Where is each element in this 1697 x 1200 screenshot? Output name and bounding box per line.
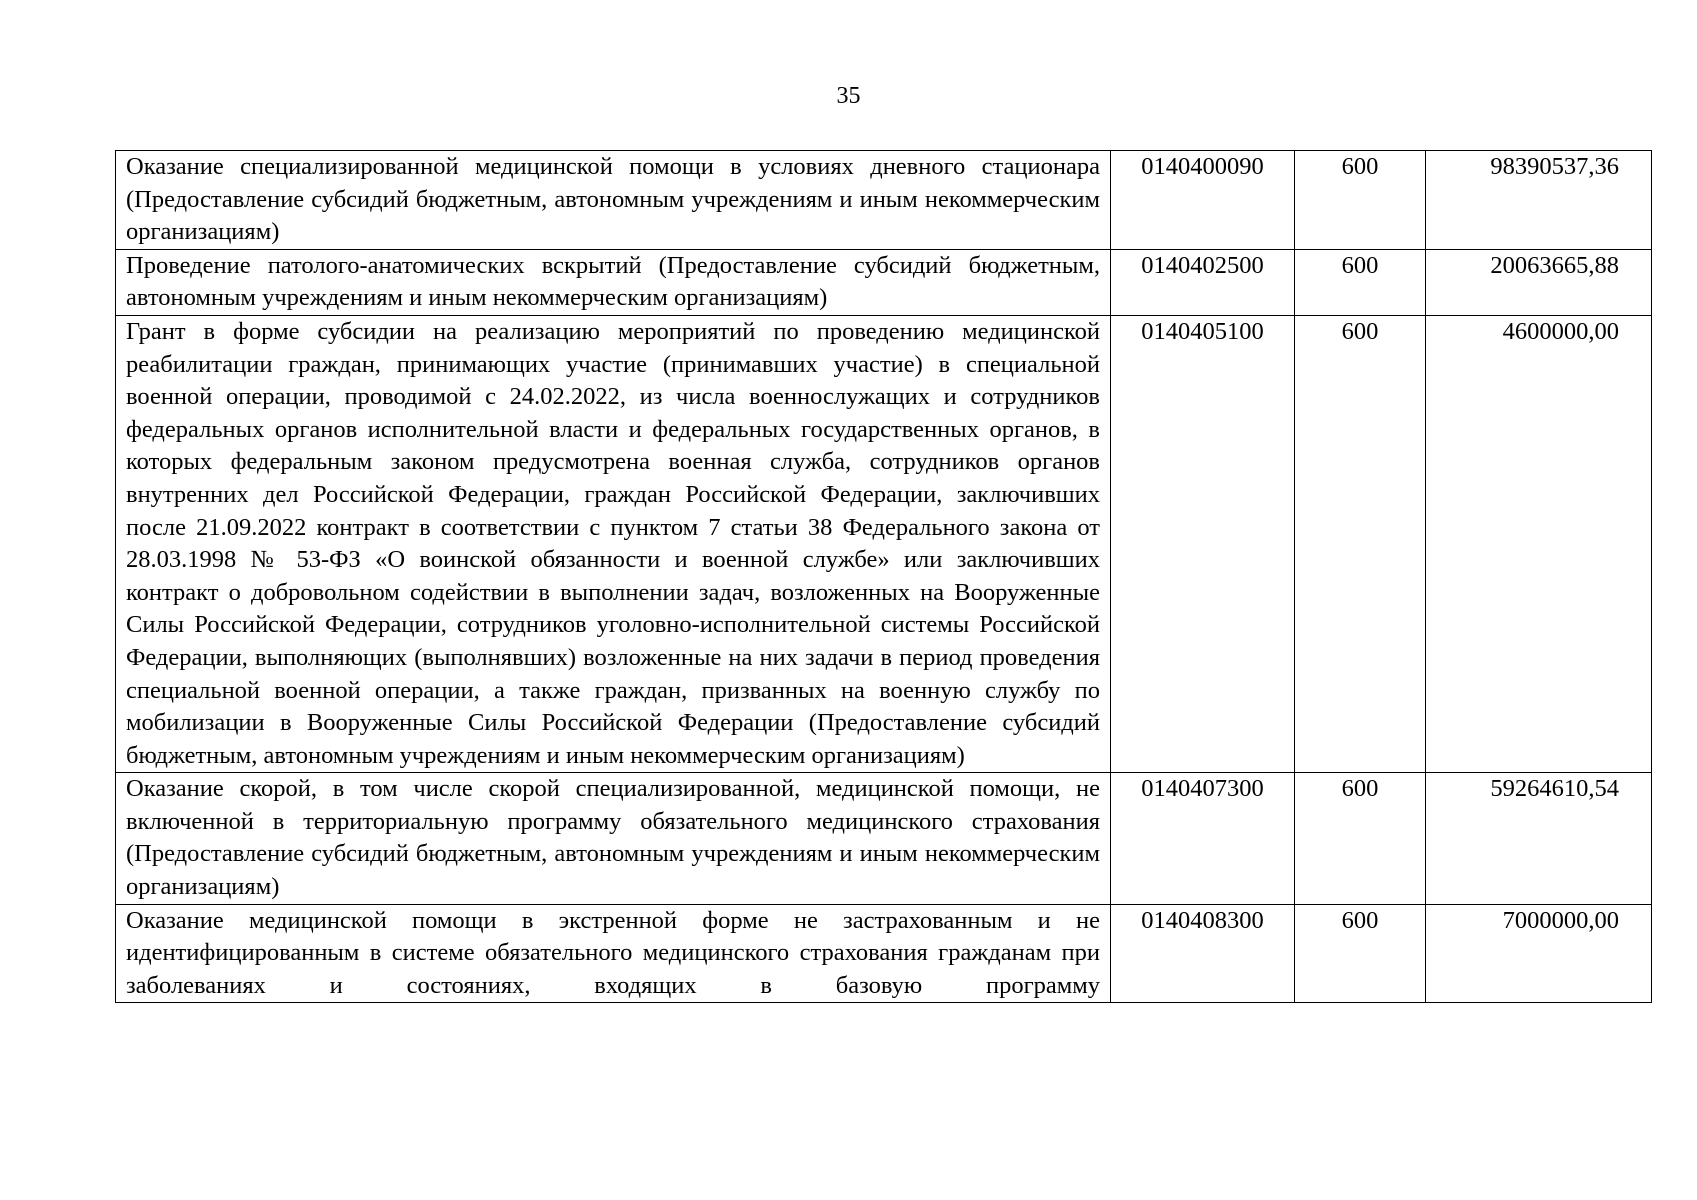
- amount-cell: 59264610,54: [1426, 773, 1652, 904]
- table-row: [116, 151, 1652, 250]
- expense-type-cell: 600: [1295, 904, 1426, 1002]
- target-code-cell: 0140407300: [1111, 773, 1295, 904]
- amount-cell: 20063665,88: [1426, 249, 1652, 315]
- page-number: 35: [836, 83, 861, 109]
- table-row: [116, 249, 1652, 315]
- table-row: [116, 773, 1652, 904]
- expense-name-cell: Оказание специализированной медицинской помощи в условиях дневного стационара (Предоставление субсидий бюджетным, автономным учреждениям и иным некоммерческим организациям): [116, 151, 1111, 250]
- expense-type-cell: 600: [1295, 249, 1426, 315]
- expense-type-cell: 600: [1295, 773, 1426, 904]
- budget-table: [115, 150, 1652, 1003]
- table-row: [116, 904, 1652, 1002]
- expense-type-cell: 600: [1295, 315, 1426, 772]
- expense-name-cell: Оказание скорой, в том числе скорой специализированной, медицинской помощи, не включенной в территориальную программу обязательного медицинского страхования (Предоставление субсидий бюджетным, автономным учреждениям и иным некоммерческим организациям): [116, 773, 1111, 904]
- expense-name-cell: Грант в форме субсидии на реализацию мероприятий по проведению медицинской реабилитации граждан, принимающих участие (принимавших участие) в специальной военной операции, проводимой с 24.02.2022, из числа военнослужащих и сотрудников федеральных органов исполнительной власти и федеральных государственных органов, в которых федеральным законом предусмотрена военная служба, сотрудников органов внутренних дел Российской Федерации, граждан Российской Федерации, заключивших после 21.09.2022 контракт в соответствии с пунктом 7 статьи 38 Федерального закона от 28.03.1998 № 53-ФЗ «О воинской обязанности и военной службе» или заключивших контракт о добровольном содействии в выполнении задач, возложенных на Вооруженные Силы Российской Федерации, сотрудников уголовно-исполнительной системы Российской Федерации, выполняющих (выполнявших) возложенные на них задачи в период проведения специальной военной операции, а также граждан, призванных на военную службу по мобилизации в Вооруженные Силы Российской Федерации (Предоставление субсидий бюджетным, автономным учреждениям и иным некоммерческим организациям): [116, 315, 1111, 772]
- expense-type-cell: 600: [1295, 151, 1426, 250]
- target-code-cell: 0140405100: [1111, 315, 1295, 772]
- amount-cell: 4600000,00: [1426, 315, 1652, 772]
- table-row: [116, 315, 1652, 772]
- expense-name-text: Оказание медицинской помощи в экстренной форме не застрахованным и не идентифицированным в системе обязательного медицинского страхования гражданам при заболеваниях и состояниях, входящих в базовую программу: [126, 906, 1100, 999]
- target-code-cell: 0140402500: [1111, 249, 1295, 315]
- target-code-cell: 0140400090: [1111, 151, 1295, 250]
- expense-name-cell: [116, 904, 1111, 1002]
- expense-name-cell: Проведение патолого-анатомических вскрытий (Предоставление субсидий бюджетным, автономным учреждениям и иным некоммерческим организациям): [116, 249, 1111, 315]
- amount-cell: 7000000,00: [1426, 904, 1652, 1002]
- target-code-cell: 0140408300: [1111, 904, 1295, 1002]
- amount-cell: 98390537,36: [1426, 151, 1652, 250]
